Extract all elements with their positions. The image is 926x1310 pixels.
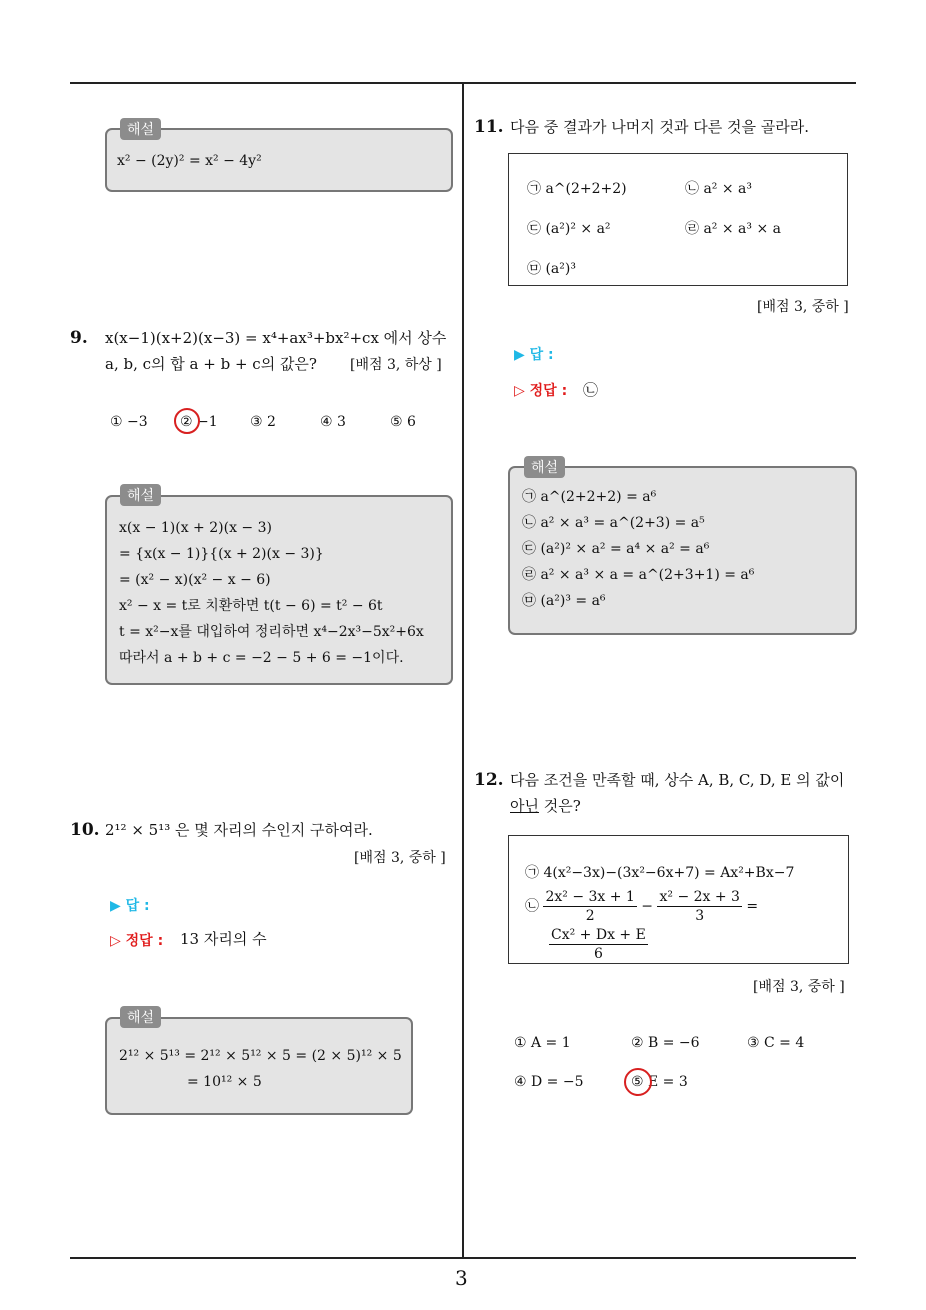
q8-solution-tag: 해설 [120,118,161,140]
bottom-rule [70,1257,856,1259]
q9-solution-line: x(x − 1)(x + 2)(x − 3) [119,520,272,536]
q11-solution-line: ㉤ (a²)³ = a⁶ [522,593,606,609]
q9-solution-line: x² − x = t로 치환하면 t(t − 6) = t² − 6t [119,598,383,614]
q9-solution-box [105,495,453,685]
q11-option-4: ㉣ a² × a³ × a [685,221,781,237]
q11-solution-line: ㉣ a² × a³ × a = a^(2+3+1) = a⁶ [522,567,755,583]
q12-choice-3[interactable]: ③ C = 4 [747,1035,805,1051]
q9-choice-4[interactable]: ④ 3 [320,414,346,430]
q12-choice-2[interactable]: ② B = −6 [631,1035,700,1051]
q11-solution-body [522,484,754,614]
q12-score: [배점 3, 중하 ] [753,979,845,995]
q9-text-line1: x(x−1)(x+2)(x−3) = x⁴+ax³+bx²+cx 에서 상수 [105,329,447,347]
q9-number: 9. [70,328,88,348]
q12-fraction-3-denominator: 6 [593,946,603,962]
q11-options-box [508,153,848,286]
q11-answer-label: ▶ 답 : [514,347,554,363]
q12-fraction-3-numerator: Cx² + Dx + E [551,927,646,943]
q10-answer-label: ▶ 답 : [110,898,150,914]
q9-choice-1[interactable]: ① −3 [110,414,148,430]
q9-selected-mark [174,408,200,434]
q12-selected-mark [624,1068,652,1096]
q10-correct-value: 13 자리의 수 [180,930,267,948]
q11-solution-line: ㉡ a² × a³ = a^(2+3) = a⁵ [522,515,705,531]
q9-choice-5[interactable]: ⑤ 6 [390,414,416,430]
q12-condition-2: ㉡ $\frac{\text{2x² − 3x + 1}}{2}$ − $\frac{\text{x² − 2x + 3}}{3}$ = [525,889,759,924]
q11-number: 11. [474,117,504,137]
q12-fraction-1 [543,888,636,925]
q12-text-line2 [510,794,581,818]
q9-score: [배점 3, 하상 ] [350,357,442,373]
q12-fraction-2 [657,888,741,925]
q10-correct-label: ▷ 정답 : [110,933,164,949]
q12-fraction-1-denominator: 2 [585,908,595,924]
q11-solution-tag: 해설 [524,456,565,478]
q9-choice-3[interactable]: ③ 2 [250,414,276,430]
q11-solution-box [508,466,857,635]
q12-choice-5[interactable]: ⑤ E = 3 [631,1074,688,1090]
page-number: 3 [455,1266,468,1290]
q9-text-line2: a, b, c의 합 a + b + c의 값은? [105,355,317,373]
q10-solution-line-2: = 10¹² × 5 [187,1074,262,1090]
q8-solution-line: x² − (2y)² = x² − 4y² [117,153,262,169]
q10-solution-tag: 해설 [120,1006,161,1028]
q10-solution-line-1: 2¹² × 5¹³ = 2¹² × 5¹² × 5 = (2 × 5)¹² × 5 [119,1048,402,1064]
q9-choice-2[interactable]: ② −1 [180,414,218,430]
q11-option-1: ㉠ a^(2+2+2) [527,181,627,197]
q12-conditions-box [508,835,849,964]
q12-condition-2-label: ㉡ [525,898,539,915]
q12-condition-1: ㉠ 4(x²−3x)−(3x²−6x+7) = Ax²+Bx−7 [525,865,795,881]
q11-option-5: ㉤ (a²)³ [527,261,576,277]
q9-solution-line: = (x² − x)(x² − x − 6) [119,572,271,588]
q11-correct-value: ㉡ [583,381,599,399]
q11-solution-line: ㉢ (a²)² × a² = a⁴ × a² = a⁶ [522,541,710,557]
q9-solution-tag: 해설 [120,484,161,506]
q10-solution-box [105,1017,413,1115]
q11-option-2: ㉡ a² × a³ [685,181,752,197]
q12-choice-1[interactable]: ① A = 1 [514,1035,571,1051]
q11-correct-label: ▷ 정답 : [514,383,568,399]
q12-text-line1: 다음 조건을 만족할 때, 상수 A, B, C, D, E 의 값이 [510,771,845,789]
q10-score: [배점 3, 중하 ] [354,850,446,866]
q11-option-3: ㉢ (a²)² × a² [527,221,611,237]
q10-number: 10. [70,820,100,840]
q9-solution-line: t = x²−x를 대입하여 정리하면 x⁴−2x³−5x²+6x [119,624,424,640]
q12-fraction-3 [549,926,648,963]
q9-solution-line: 따라서 a + b + c = −2 − 5 + 6 = −1이다. [119,650,404,666]
q12-fraction-2-denominator: 3 [695,908,705,924]
q9-solution-line: = {x(x − 1)}{(x + 2)(x − 3)} [119,546,324,562]
q11-text: 다음 중 결과가 나머지 것과 다른 것을 골라라. [510,118,809,136]
q11-score: [배점 3, 중하 ] [757,299,849,315]
q12-number: 12. [474,770,504,790]
q12-choice-4[interactable]: ④ D = −5 [514,1074,584,1090]
q12-fraction-2-numerator: x² − 2x + 3 [659,889,740,905]
q10-text: 2¹² × 5¹³ 은 몇 자리의 수인지 구하여라. [105,821,373,839]
q12-fraction-1-numerator: 2x² − 3x + 1 [545,889,635,905]
q12-underlined-word: 아닌 [510,797,539,815]
column-divider [462,84,464,1258]
q9-solution-body [119,515,424,671]
q11-solution-line: ㉠ a^(2+2+2) = a⁶ [522,489,657,505]
q12-text-rest: 것은? [538,797,581,815]
q12-condition-2-rhs [549,926,648,963]
